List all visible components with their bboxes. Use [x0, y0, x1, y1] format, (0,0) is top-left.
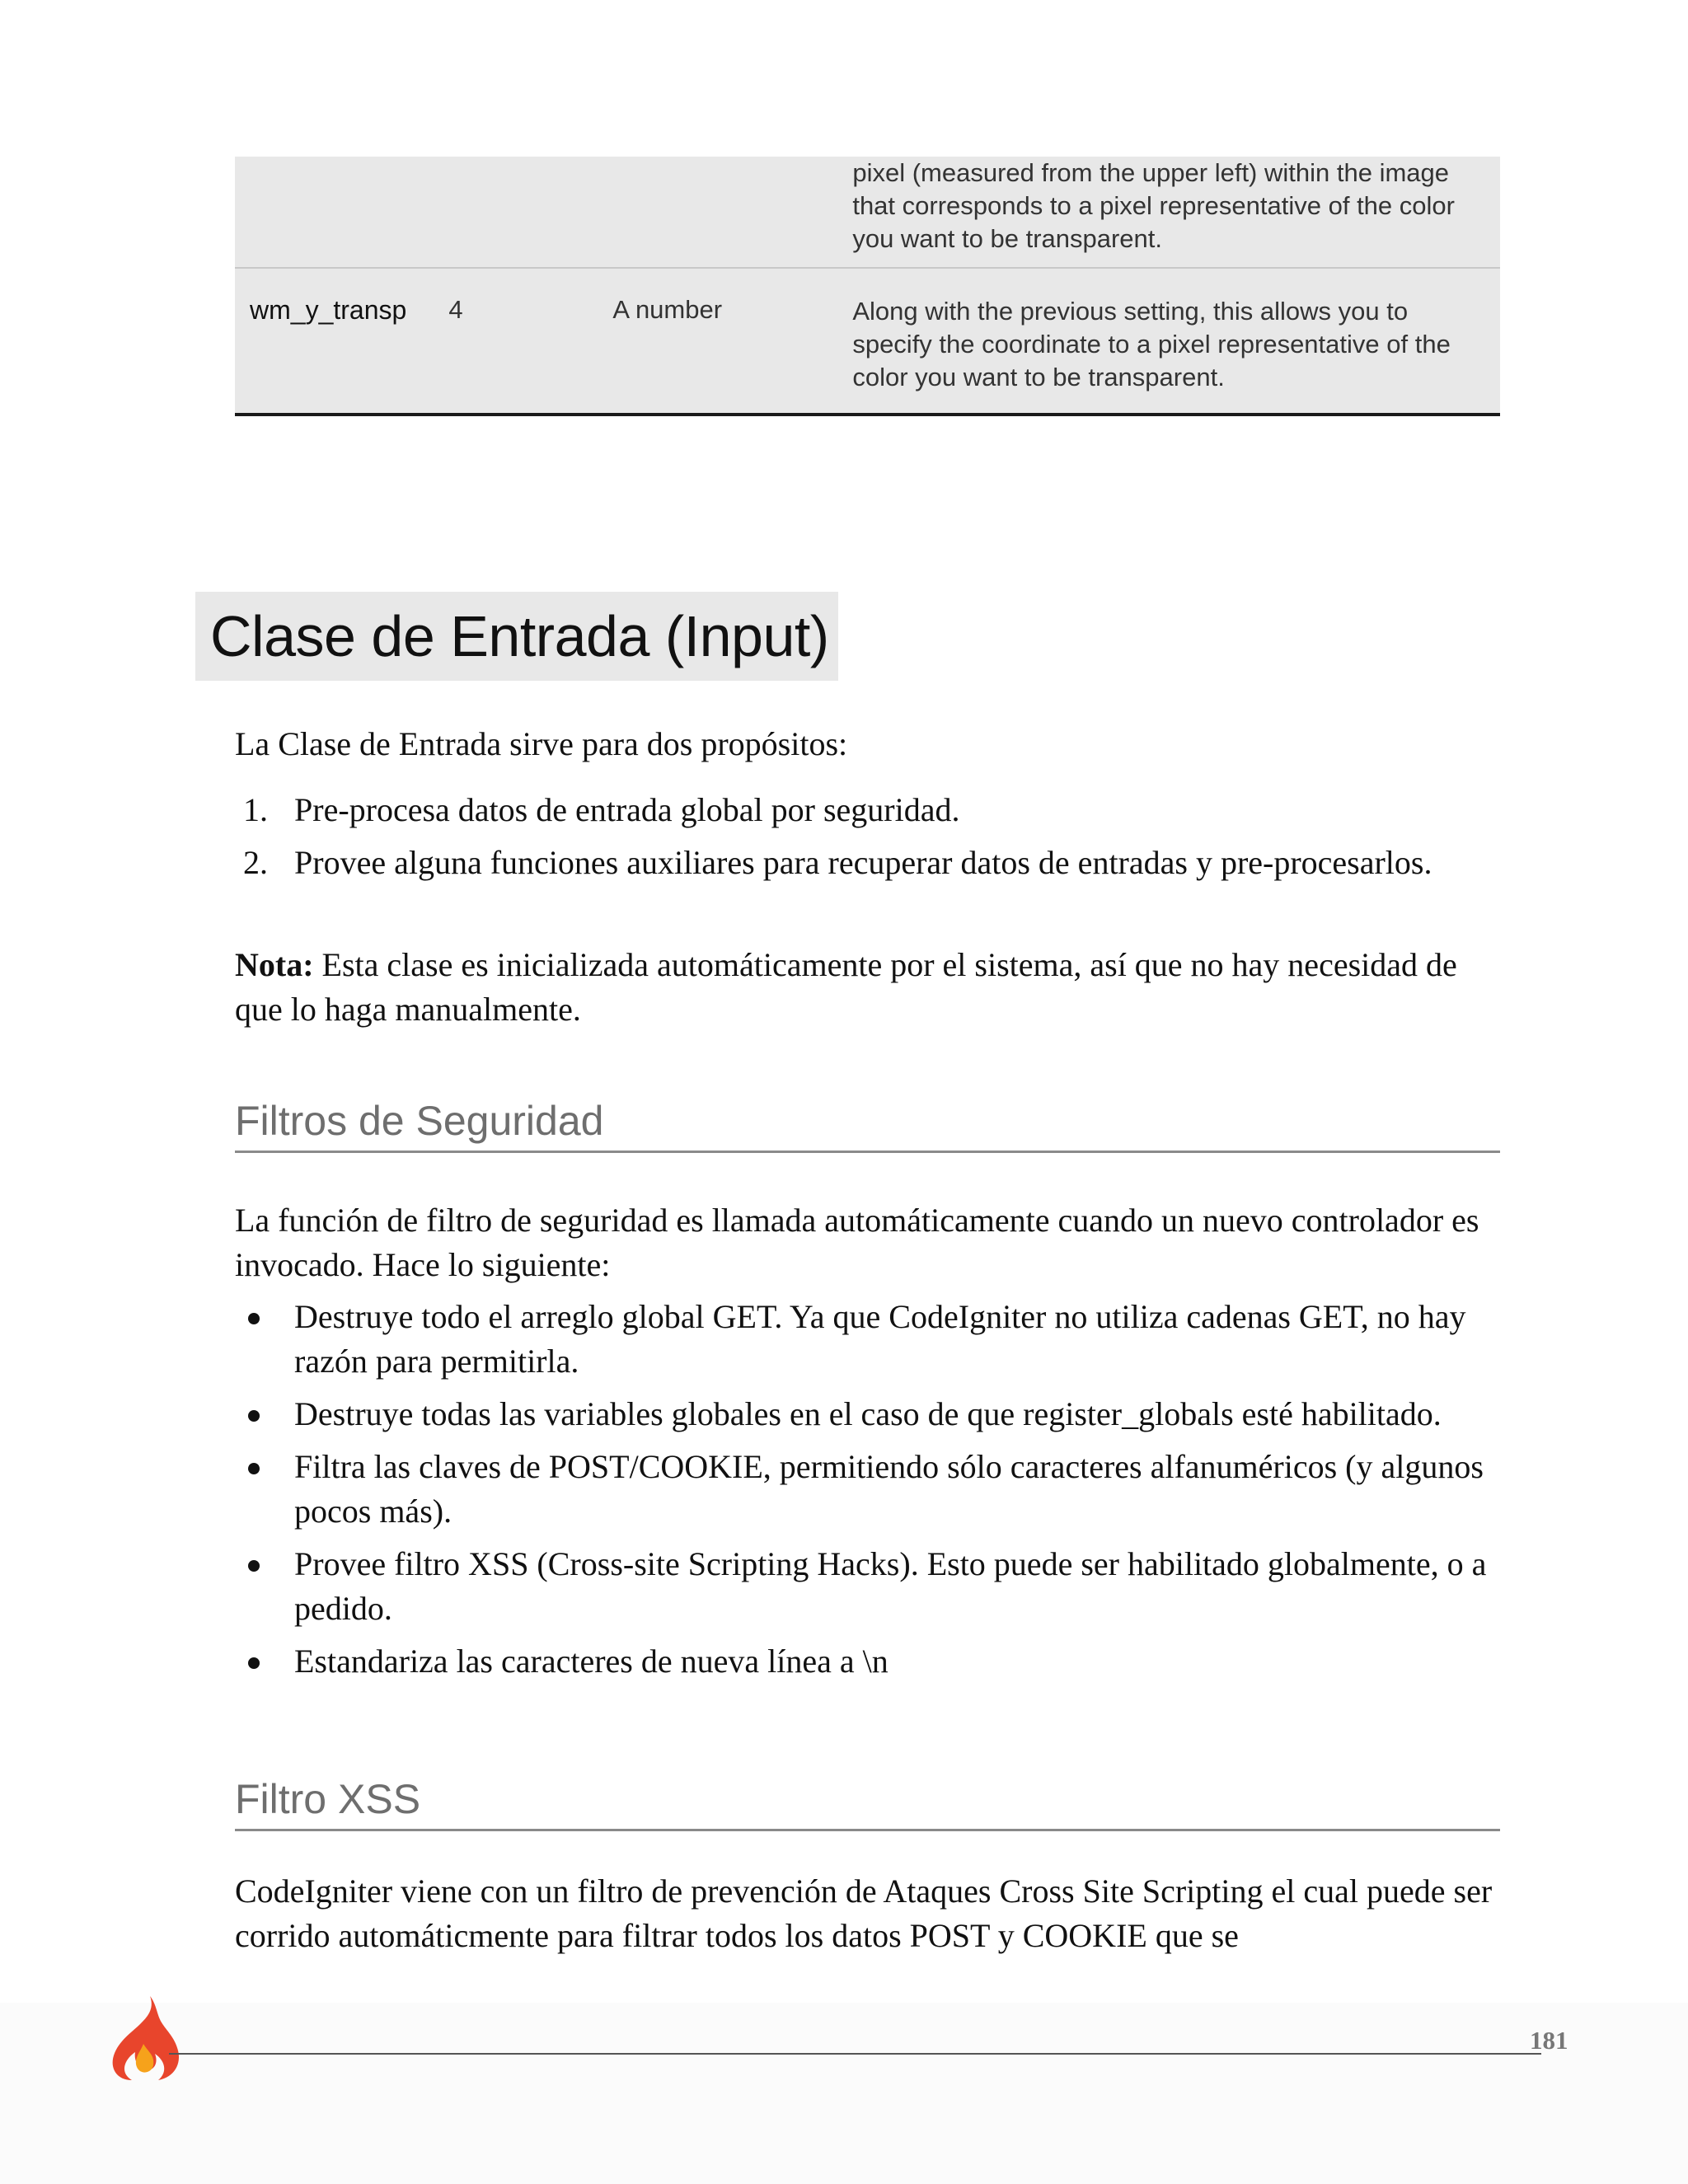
list-item-text: Provee alguna funciones auxiliares para recuperar datos de entradas y pre-procesarlos.	[294, 844, 1432, 881]
list-number: 1.	[243, 791, 268, 828]
section-heading-box	[195, 592, 838, 681]
note-text: Esta clase es inicializada automáticamente por el sistema, así que no hay necesidad de que lo haga manualmente.	[235, 946, 1457, 1028]
subheading-xss-filter: Filtro XSS	[235, 1774, 1500, 1831]
table-row	[235, 157, 1500, 268]
bullet-icon	[248, 1410, 260, 1422]
table-row	[235, 268, 1500, 415]
table-cell-default: 4	[448, 295, 463, 324]
list-item	[235, 1295, 1500, 1384]
list-item	[235, 1639, 1500, 1684]
list-item-text: Pre-procesa datos de entrada global por seguridad.	[294, 791, 960, 828]
table-cell-description: Along with the previous setting, this allows you to specify the coordinate to a pixel representative of the color you want to be transparent.	[852, 268, 1500, 415]
note-label: Nota:	[235, 946, 314, 983]
note-paragraph	[235, 943, 1500, 1032]
table-cell-description: pixel (measured from the upper left) within the image that corresponds to a pixel representative of the color you want to be transparent.	[852, 157, 1500, 268]
table-cell-name: wm_y_transp	[250, 295, 407, 325]
preferences-table	[235, 157, 1500, 416]
list-item	[235, 1445, 1500, 1534]
bullet-icon	[248, 1463, 260, 1474]
bullet-icon	[248, 1657, 260, 1669]
list-item-text: Estandariza las caracteres de nueva línea a \n	[294, 1643, 889, 1680]
list-item-text: Filtra las claves de POST/COOKIE, permitiendo sólo caracteres alfanuméricos (y algunos pocos más).	[294, 1448, 1484, 1530]
footer-rule	[169, 2053, 1541, 2055]
security-intro: La función de filtro de seguridad es llamada automáticamente cuando un nuevo controlador es invocado. Hace lo siguiente:	[235, 1202, 1479, 1283]
list-number: 2.	[243, 844, 268, 881]
security-list	[235, 1295, 1500, 1692]
section-intro: La Clase de Entrada sirve para dos propósitos:	[235, 725, 848, 762]
bullet-icon	[248, 1560, 260, 1572]
list-item	[235, 1542, 1500, 1631]
subheading-security-filters: Filtros de Seguridad	[235, 1096, 1500, 1153]
list-item	[235, 788, 1500, 832]
list-item	[235, 841, 1500, 885]
list-item-text: Destruye todas las variables globales en el caso de que register_globals esté habilitado.	[294, 1395, 1442, 1432]
purposes-list	[235, 788, 1500, 893]
xss-paragraph: CodeIgniter viene con un filtro de prevención de Ataques Cross Site Scripting el cual puede ser corrido automáticmente para filtrar todos los datos POST y COOKIE que se	[235, 1872, 1493, 1954]
list-item	[235, 1392, 1500, 1436]
codeigniter-flame-icon	[107, 1994, 181, 2081]
bullet-icon	[248, 1313, 260, 1324]
page-bottom-band	[0, 2003, 1688, 2184]
section-title: Clase de Entrada (Input)	[210, 604, 829, 668]
page-number: 181	[1530, 2026, 1568, 2055]
table-cell-options: A number	[612, 295, 723, 324]
list-item-text: Destruye todo el arreglo global GET. Ya que CodeIgniter no utiliza cadenas GET, no hay razón para permitirla.	[294, 1298, 1466, 1380]
list-item-text: Provee filtro XSS (Cross-site Scripting Hacks). Esto puede ser habilitado globalmente, o a pedido.	[294, 1545, 1487, 1627]
